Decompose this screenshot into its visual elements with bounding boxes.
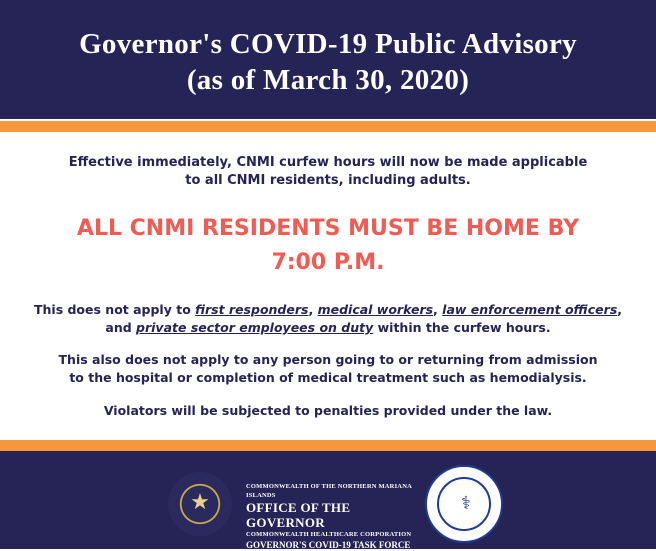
office-of-governor-seal-icon (168, 472, 232, 536)
separator: , (433, 302, 443, 317)
curfew-headline (0, 212, 656, 280)
separator: , (617, 302, 623, 317)
violators-paragraph: Violators will be subjected to penalties provided under the law. (103, 403, 553, 418)
first-responders-text: first responders (195, 302, 309, 317)
medical-workers-text: medical workers (317, 302, 434, 317)
exemption-line-1 (0, 301, 656, 319)
office-label: OFFICE OF THE GOVERNOR (246, 500, 351, 530)
law-enforcement-text: law enforcement officers (442, 302, 618, 317)
orange-divider-bottom (0, 440, 656, 451)
intro-line-2: to all CNMI residents, including adults. (185, 173, 471, 188)
headline-line-2: 7:00 P.M. (271, 250, 385, 275)
advisory-title: Governor's COVID-19 Public Advisory (79, 28, 577, 60)
exemption-and: and (105, 320, 137, 335)
advisory-header (0, 0, 656, 119)
advisory-date: (as of March 30, 2020) (186, 64, 470, 96)
exemption-lead: This does not apply to (33, 302, 196, 317)
private-sector-text: private sector employees on duty (136, 320, 374, 335)
seal-inner-ring (437, 477, 491, 531)
headline-line-1: ALL CNMI RESIDENTS MUST BE HOME BY (76, 216, 580, 241)
medical-line-1: This also does not apply to any person going to or returning from admission (58, 352, 598, 367)
exemption-paragraph (0, 301, 656, 337)
separator: , (308, 302, 318, 317)
commonwealth-healthcare-seal-icon (425, 465, 503, 543)
commonwealth-label: COMMONWEALTH OF THE NORTHERN MARIANA ISLANDS (246, 483, 412, 499)
intro-paragraph (0, 154, 656, 190)
orange-divider-top (0, 121, 656, 132)
footer-banner (0, 451, 656, 549)
exemption-line-2 (0, 319, 656, 337)
healthcare-label: COMMONWEALTH HEALTHCARE CORPORATION (246, 531, 412, 538)
latte-star-icon: ★ (190, 490, 210, 515)
medical-exemption-paragraph (0, 351, 656, 387)
caduceus-icon: ⚕ (461, 493, 471, 514)
intro-line-1: Effective immediately, CNMI curfew hours will now be made applicable (68, 155, 588, 170)
exemption-tail: within the curfew hours. (373, 320, 551, 335)
task-force-label: GOVERNOR'S COVID-19 TASK FORCE (246, 540, 411, 550)
footer-organizations (246, 482, 416, 551)
medical-line-2: to the hospital or completion of medical treatment such as hemodialysis. (69, 370, 587, 385)
